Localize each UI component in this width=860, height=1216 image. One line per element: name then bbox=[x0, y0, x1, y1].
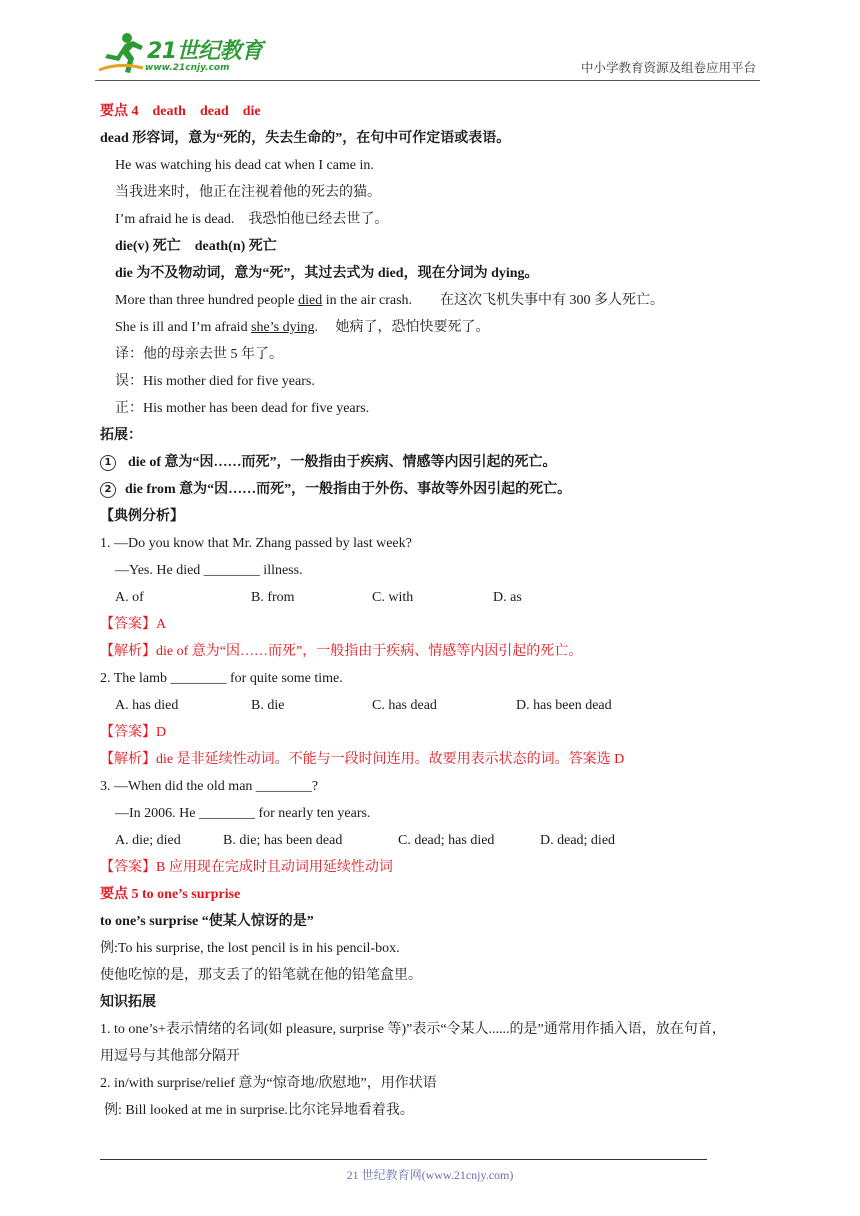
answer-3: 【答案】B 应用现在完成时且动词用延续性动词 bbox=[100, 860, 393, 875]
question-3-options bbox=[0, 832, 860, 850]
answer-1: 【答案】A bbox=[100, 617, 167, 632]
example-zh-1: 当我进来时，他正在注视着他的死去的猫。 bbox=[115, 185, 381, 200]
option-d: D. dead; died bbox=[540, 833, 616, 848]
translate-line: 译：他的母亲去世 5 年了。 bbox=[115, 347, 283, 362]
option-a: A. die; died bbox=[115, 833, 181, 848]
extension-example: 例: Bill looked at me in surprise.比尔诧异地看着我。 bbox=[104, 1103, 414, 1118]
explanation-1: 【解析】die of 意为“因……而死”，一般指由于疾病、情感等内因引起的死亡。 bbox=[100, 644, 583, 659]
extension-point-2: 2. in/with surprise/relief 意为“惊奇地/欣慰地”，用作状语 bbox=[100, 1076, 437, 1091]
surprise-example-en: 例:To his surprise, the lost pencil is in his pencil-box. bbox=[100, 941, 400, 956]
examples-heading: 【典例分析】 bbox=[100, 509, 184, 524]
platform-name: 中小学教育资源及组卷应用平台 bbox=[580, 61, 756, 75]
option-a: A. has died bbox=[115, 698, 179, 713]
option-c: C. with bbox=[372, 590, 414, 605]
question-2: 2. The lamb ________ for quite some time. bbox=[100, 671, 343, 686]
page-footer: 21 世纪教育网(www.21cnjy.com) bbox=[346, 1168, 514, 1182]
question-1-reply: —Yes. He died ________ illness. bbox=[115, 563, 303, 578]
running-man-icon bbox=[95, 30, 145, 76]
option-d: D. as bbox=[493, 590, 522, 605]
option-d: D. has been dead bbox=[516, 698, 612, 713]
question-2-options bbox=[0, 697, 860, 715]
option-b: B. die bbox=[251, 698, 285, 713]
question-1-options bbox=[0, 589, 860, 607]
extension-heading: 拓展： bbox=[100, 428, 142, 443]
question-1: 1. —Do you know that Mr. Zhang passed by last week? bbox=[100, 536, 412, 551]
option-a: A. of bbox=[115, 590, 144, 605]
example-3: More than three hundred people died in the air crash. 在这次飞机失事中有 300 多人死亡。 bbox=[115, 293, 665, 308]
correct-line: 正：His mother has been dead for five years. bbox=[115, 401, 370, 416]
option-b: B. die; has been dead bbox=[223, 833, 343, 848]
die-death-note: die(v) 死亡 death(n) 死亡 bbox=[115, 239, 277, 254]
logo-url: www.21cnjy.com bbox=[145, 63, 230, 73]
site-logo bbox=[95, 30, 265, 76]
example-4: She is ill and I’m afraid she’s dying. 她病了，恐怕快要死了。 bbox=[115, 320, 490, 335]
section-title-5: 要点 5 to one’s surprise bbox=[100, 887, 241, 902]
option-b: B. from bbox=[251, 590, 295, 605]
example-2: I’m afraid he is dead. 我恐怕他已经去世了。 bbox=[115, 212, 389, 227]
explanation-2: 【解析】die 是非延续性动词。不能与一段时间连用。故要用表示状态的词。答案选 D bbox=[100, 752, 625, 767]
die-from-note: 2 die from 意为“因……而死”，一般指由于外伤、事故等外因引起的死亡。 bbox=[100, 481, 571, 499]
example-en-1: He was watching his dead cat when I came in. bbox=[115, 158, 374, 173]
footer-divider bbox=[100, 1159, 707, 1160]
question-3-reply: —In 2006. He ________ for nearly ten years. bbox=[115, 806, 371, 821]
answer-2: 【答案】D bbox=[100, 725, 167, 740]
extension-point-1: 1. to one’s+表示情绪的名词(如 pleasure, surprise 等)”表示“令某人......的是”通常用作插入语，放在句首， bbox=[100, 1022, 726, 1037]
option-c: C. has dead bbox=[372, 698, 437, 713]
option-c: C. dead; has died bbox=[398, 833, 495, 848]
dead-definition: dead 形容词，意为“死的，失去生命的”，在句中可作定语或表语。 bbox=[100, 131, 511, 146]
section-title-4: 要点 4 death dead die bbox=[100, 104, 261, 119]
surprise-definition: to one’s surprise “使某人惊讶的是” bbox=[100, 914, 314, 929]
logo-text: 21世纪教育 bbox=[147, 39, 263, 64]
die-of-note: 1 die of 意为“因……而死”，一般指由于疾病、情感等内因引起的死亡。 bbox=[100, 454, 557, 472]
die-definition: die 为不及物动词，意为“死”，其过去式为 died，现在分词为 dying。 bbox=[115, 266, 539, 281]
wrong-line: 误：His mother died for five years. bbox=[115, 374, 315, 389]
extension-point-1-cont: 用逗号与其他部分隔开 bbox=[100, 1049, 240, 1064]
question-3: 3. —When did the old man ________? bbox=[100, 779, 319, 794]
knowledge-extension-heading: 知识拓展 bbox=[100, 995, 156, 1010]
surprise-example-zh: 使他吃惊的是，那支丢了的铅笔就在他的铅笔盒里。 bbox=[100, 968, 422, 983]
page-header bbox=[95, 30, 760, 81]
